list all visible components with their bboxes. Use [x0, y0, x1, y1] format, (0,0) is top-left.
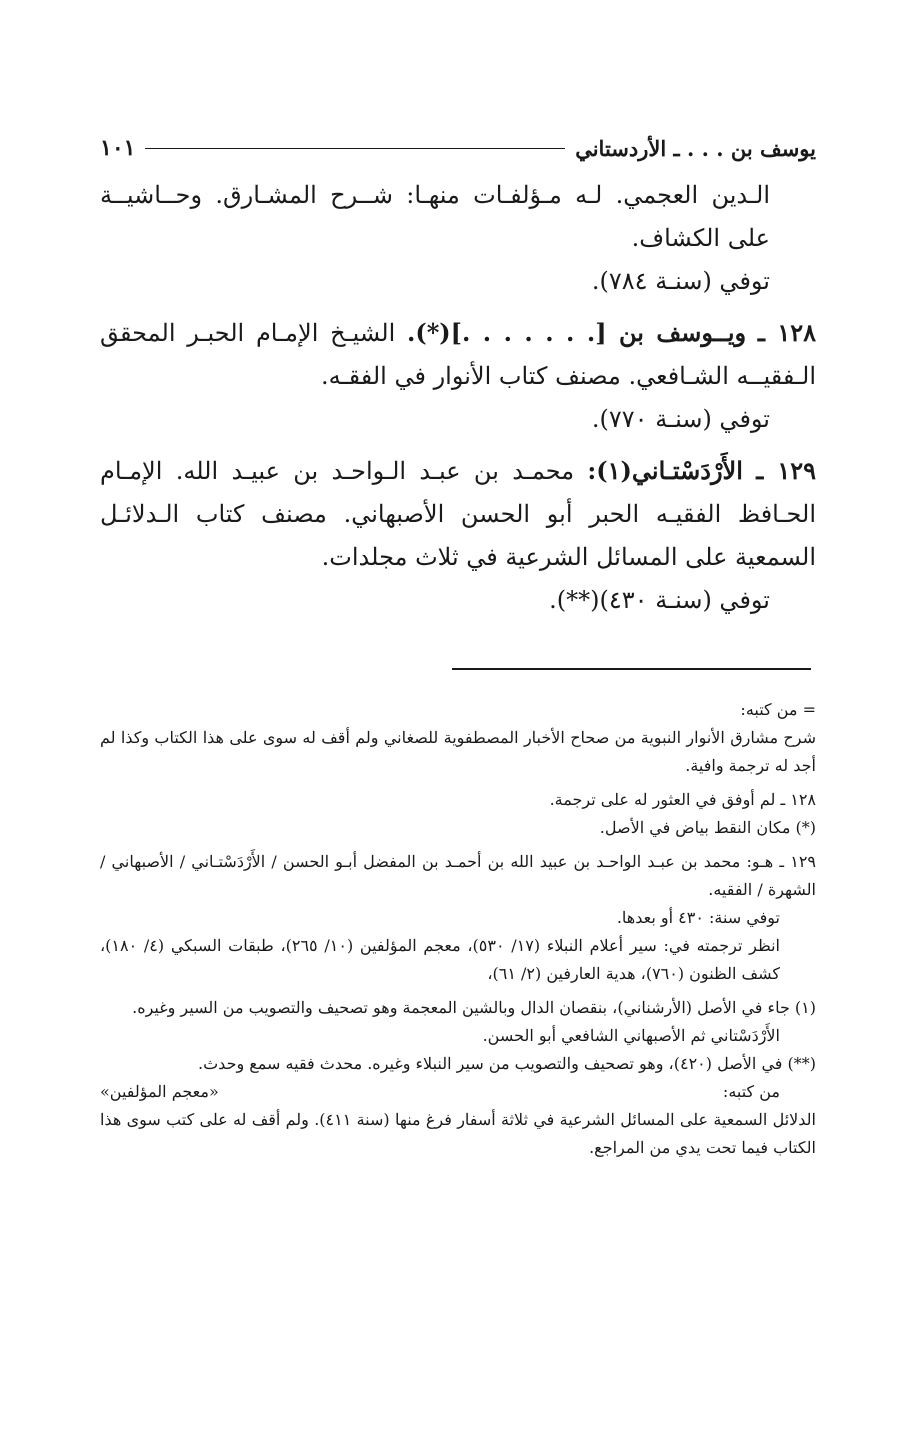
- footnote-128: ١٢٨ ـ لم أوفق في العثور له على ترجمة.: [549, 790, 816, 809]
- header-rule: [145, 148, 565, 149]
- footnote-129-death: توفي سنة: ٤٣٠ أو بعدها.: [616, 908, 780, 927]
- running-title: يوسف بن . . . ـ الأردستاني: [575, 135, 816, 161]
- footnote-129-refs: انظر ترجمته في: سير أعلام النبلاء (١٧/ ٥٣٠)، معجم المؤلفين (١٠/ ٢٦٥)، طبقات السبكي (٤/ ١٨٠)، كشف الظنون (٧٦٠)، هدية العارفين (٢/ ٦١)،: [100, 936, 780, 983]
- entry-text-128: الشيـخ الإمـام الحبـر المحقق الـفقيــه الشـافعي. مصنف كتاب الأنوار في الفقـه.: [100, 319, 816, 390]
- running-header: [100, 128, 816, 168]
- main-text: [100, 174, 816, 622]
- footnotes: [100, 696, 816, 1162]
- entry-number-129: ١٢٩ ـ: [756, 456, 817, 485]
- footnote-books-text: الدلائل السمعية على المسائل الشرعية في ثلاثة أسفار فرغ منها (سنة ٤١١). ولم أقف له على كتب سوى هذا الكتاب فيما تحت يدي من المراجع.: [100, 1110, 816, 1157]
- footnote-double-star: (**) في الأصل (٤٢٠)، وهو تصحيف والتصويب من سير النبلاء وغيره. محدث فقيه سمع وحدث.: [198, 1054, 816, 1073]
- footnote-1: (١) جاء في الأصل (الأرشناني)، بنقصان الدال وبالشين المعجمة وهو تصحيف والتصويب من السير وغيره.: [132, 998, 816, 1017]
- footnote-books-cite: «معجم المؤلفين»: [100, 1082, 219, 1101]
- entry-name-129: الأَرْدَسْتـاني(١):: [587, 456, 743, 485]
- entry-name-128: ويــوسف بن [. . . . . . .](*).: [407, 318, 747, 347]
- footnote-books-label: من كتبه:: [722, 1082, 780, 1101]
- footnote-continued-label: = من كتبه:: [740, 700, 816, 719]
- death-date-129: توفي (سنـة ٤٣٠)(**).: [549, 586, 770, 614]
- footnote-continued-text: شرح مشارق الأنوار النبوية من صحاح الأخبار المصطفوية للصغاني ولم أقف له سوى على هذا الكتاب وكذا لم أجد له ترجمة وافية.: [100, 728, 816, 775]
- entry-text-129: محمـد بن عبـد الـواحـد بن عبيـد الله. الإمـام الحـافظ الفقيـه الحبر أبو الحسن الأصبهاني. مصنف كتاب الـدلائـل السمعية على المسائل الشرعية في ثلاث مجلدات.: [100, 457, 816, 571]
- entry-number-128: ١٢٨ ـ: [757, 318, 817, 347]
- page-number: ١٠١: [100, 135, 136, 161]
- footnote-1-cont: الأَرْدَسْتاني ثم الأصبهاني الشافعي أبو الحسن.: [482, 1026, 780, 1045]
- entry-129: [100, 449, 816, 579]
- footnote-128-star: (*) مكان النقط بياض في الأصل.: [599, 818, 816, 837]
- footnote-129: ١٢٩ ـ هـو: محمد بن عبـد الواحـد بن عبيد الله بن أحمـد بن المفضل أبـو الحسن / الأَرْدَسْتـاني / الأصبهاني / الشهرة / الفقيه.: [100, 852, 817, 899]
- entry-128: [100, 311, 816, 398]
- footnote-books-row: [100, 1078, 816, 1106]
- death-date-128: توفي (سنـة ٧٧٠).: [591, 405, 770, 433]
- footnote-divider: [452, 668, 811, 670]
- death-date-127: توفي (سنـة ٧٨٤).: [591, 267, 770, 295]
- continued-entry: الـدين العجمي. لـه مـؤلفـات منهـا: شــرح المشـارق. وحــاشيــة على الكشاف.: [100, 181, 770, 252]
